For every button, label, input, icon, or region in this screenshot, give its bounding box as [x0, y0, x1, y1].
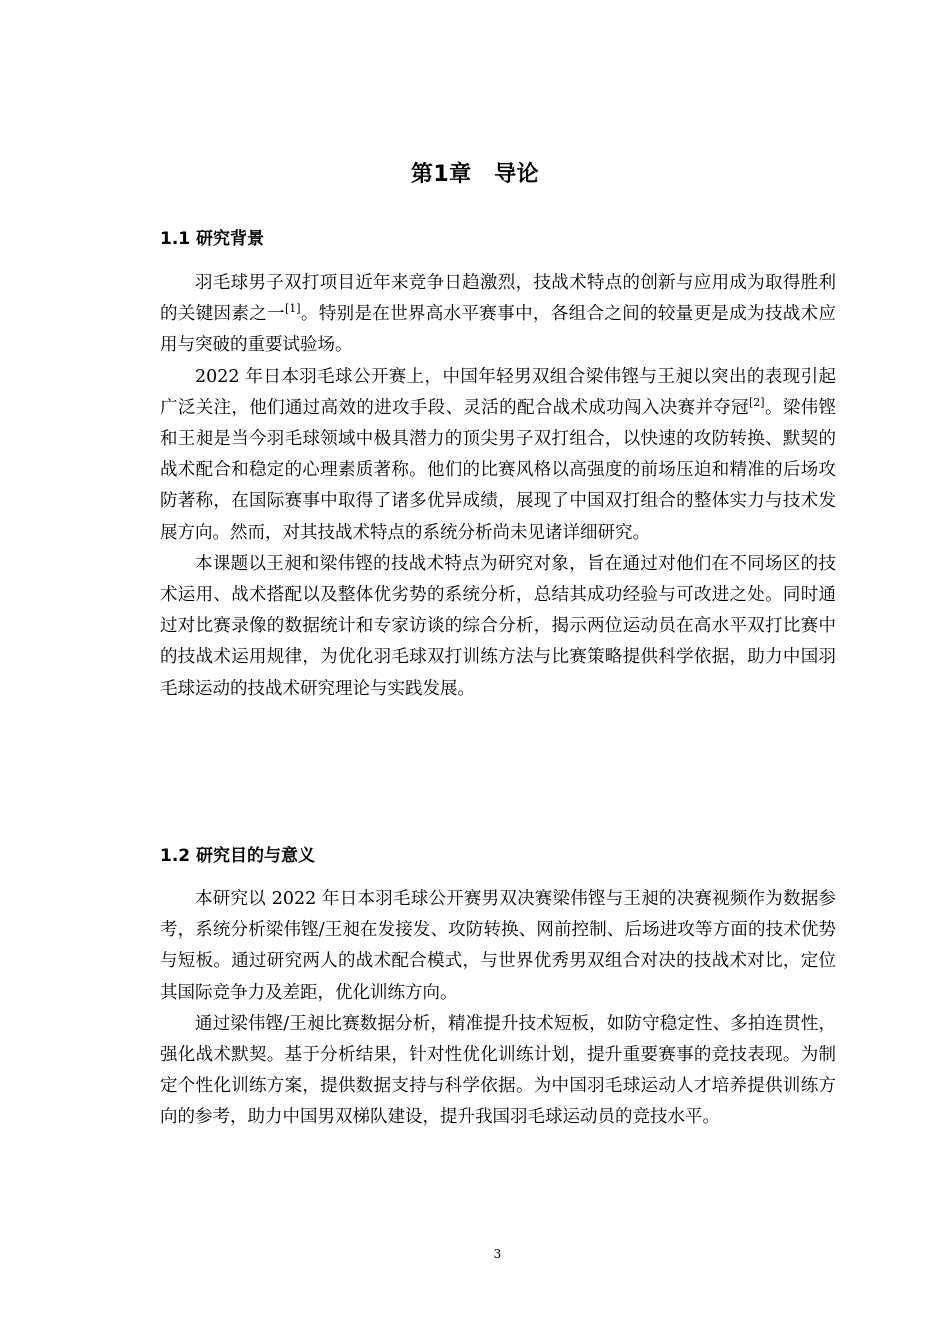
- paragraph-text: 本研究以 2022 年日本羽毛球公开赛男双决赛梁伟铿与王昶的决赛视频作为数据参考，系统分析梁伟铿/王昶在发接发、攻防转换、网前控制、后场进攻等方面的技术优势与短板。通过研究两人的战术配合模式，与世界优秀男双组合对决的技战术对比，定位其国际竞争力及差距，优化训练方向。: [160, 889, 836, 1003]
- paragraph-text: 2022 年日本羽毛球公开赛上，中国年轻男双组合梁伟铿与王昶以突出的表现引起广泛关注，他们通过高效的进攻手段、灵活的配合战术成功闯入决赛并夺冠: [160, 366, 836, 418]
- paragraph: [160, 884, 836, 1009]
- section-heading-1-2: 1.2 研究目的与意义: [160, 846, 316, 866]
- paragraph-text: 。梁伟铿和王昶是当今羽毛球领域中极具潜力的顶尖男子双打组合，以快速的攻防转换、默契的战术配合和稳定的心理素质著称。他们的比赛风格以高强度的前场压迫和精准的后场攻防著称，在国际赛事中取得了诸多优异成绩，展现了中国双打组合的整体实力与技术发展方向。然而，对其技战术特点的系统分析尚未见诸详细研究。: [160, 397, 837, 543]
- section-1-1-body: [160, 268, 836, 705]
- paragraph-text: 通过梁伟铿/王昶比赛数据分析，精准提升技术短板，如防守稳定性、多拍连贯性，强化战术默契。基于分析结果，针对性优化训练计划，提升重要赛事的竞技表现。为制定个性化训练方案，提供数据支持与科学依据。为中国羽毛球运动人才培养提供训练方向的参考，助力中国男双梯队建设，提升我国羽毛球运动员的竞技水平。: [160, 1013, 836, 1128]
- paragraph: [160, 1009, 836, 1134]
- paragraph-text: 羽毛球男子双打项目近年来竞争日趋激烈，技战术特点的创新与应用成为取得胜利的关键因素之一: [160, 273, 836, 325]
- citation-ref: [2]: [749, 395, 765, 409]
- paragraph-text: 。特别是在世界高水平赛事中，各组合之间的较量更是成为技战术应用与突破的重要试验场。: [160, 304, 837, 356]
- paragraph: [160, 362, 836, 549]
- chapter-title: 第1章 导论: [410, 162, 540, 187]
- citation-ref: [1]: [284, 302, 301, 316]
- paragraph-text: 本课题以王昶和梁伟铿的技战术特点为研究对象，旨在通过对他们在不同场区的技术运用、战术搭配以及整体优劣势的系统分析，总结其成功经验与可改进之处。同时通过对比赛录像的数据统计和专家访谈的综合分析，揭示两位运动员在高水平双打比赛中的技战术运用规律，为优化羽毛球双打训练方法与比赛策略提供科学依据，助力中国羽毛球运动的技战术研究理论与实践发展。: [160, 553, 836, 699]
- section-1-2-body: [160, 884, 836, 1134]
- page-number: 3: [493, 1247, 502, 1261]
- paragraph: [160, 549, 836, 705]
- paragraph: [160, 268, 836, 362]
- section-heading-1-1: 1.1 研究背景: [160, 229, 265, 249]
